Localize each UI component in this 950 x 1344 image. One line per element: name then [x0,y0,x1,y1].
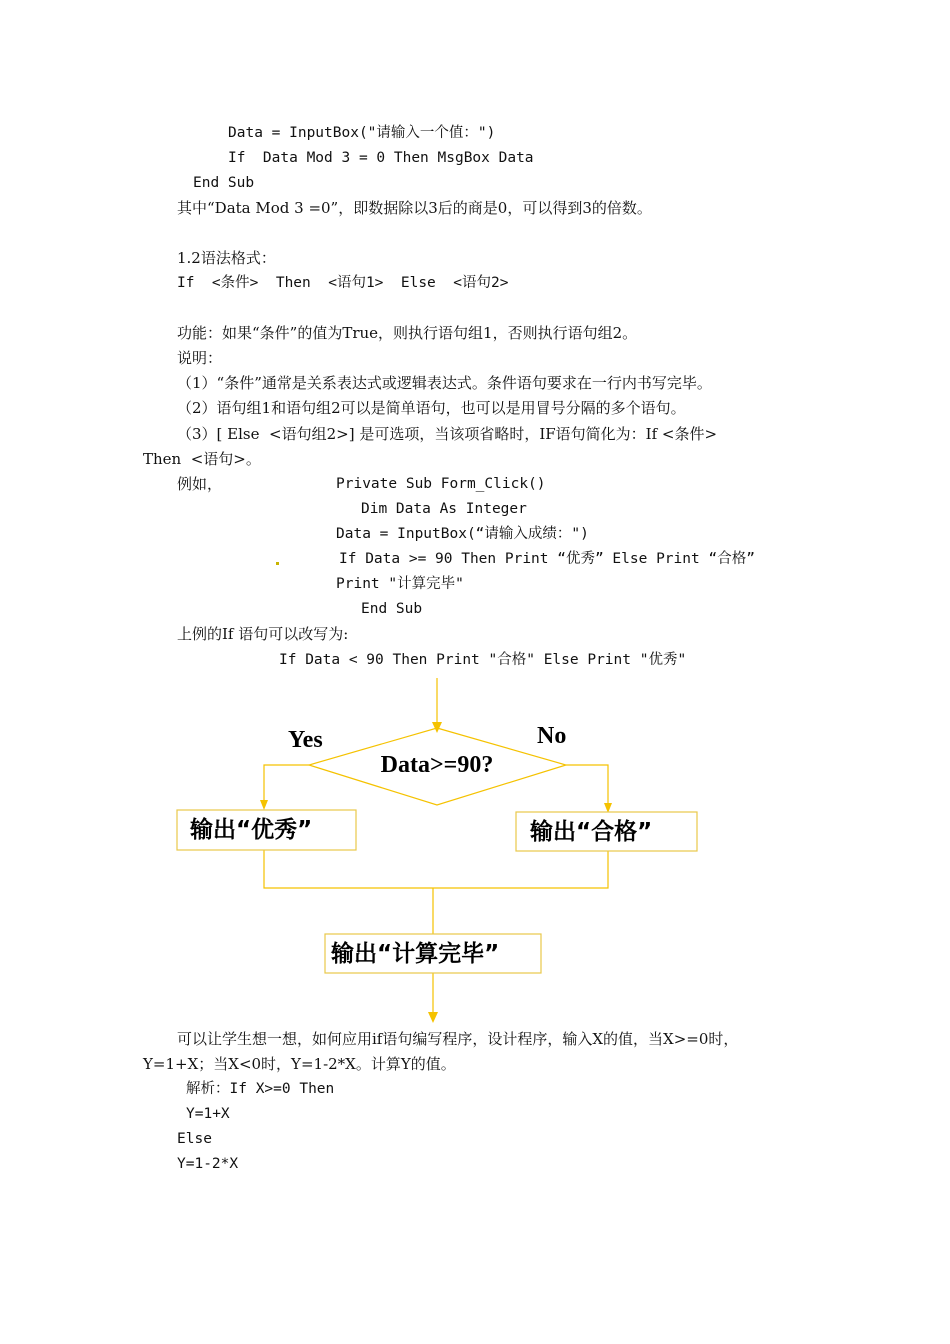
code-line: End Sub [193,175,255,191]
explain-item: （1）“条件”通常是关系表达式或逻辑表达式。条件语句要求在一行内书写完毕。 [177,374,712,392]
rewrite-code: If Data < 90 Then Print "合格" Else Print "优秀" [279,652,687,668]
code-line: Data = InputBox(“请输入成绩：") [336,526,589,542]
condition-text: Data>=90? [380,752,494,778]
rewrite-intro: 上例的If 语句可以改写为: [177,625,349,643]
explain-item: Then <语句>。 [143,450,261,468]
arrowhead [428,1012,438,1023]
function-desc: 功能：如果“条件”的值为True，则执行语句组1，否则执行语句组2。 [177,324,638,342]
flow-branch-no [566,765,608,806]
explain-title: 说明： [177,349,223,367]
code-line: If Data Mod 3 = 0 Then MsgBox Data [228,150,534,166]
syntax-line: If <条件> Then <语句1> Else <语句2> [177,275,509,291]
explain-item: （2）语句组1和语句组2可以是简单语句，也可以是用冒号分隔的多个语句。 [177,399,686,417]
flow-merge [264,850,608,888]
explain-item: （3）[ Else <语句组2>] 是可选项，当该项省略时，IF语句简化为：If <条件> [177,425,718,443]
flow-branch-yes [264,765,309,803]
example-label: 例如， [177,475,223,493]
exercise-line: Y=1+X；当X<0时，Y=1-2*X。计算Y的值。 [143,1055,456,1073]
solution-line: Else [177,1131,212,1147]
code-line: Dim Data As Integer [361,501,527,517]
code-line: If Data >= 90 Then Print “优秀” Else Print “合格” [339,551,755,567]
note-mod: 其中“Data Mod 3 =0”，即数据除以3后的商是0，可以得到3的倍数。 [177,199,652,217]
output-yes-text: 输出“优秀” [190,817,313,843]
yes-label: Yes [288,727,323,753]
code-line: Print "计算完毕" [336,576,464,592]
code-line: Data = InputBox("请输入一个值：") [228,125,496,141]
output-final-text: 输出“计算完毕” [331,941,500,967]
code-line: End Sub [361,601,423,617]
solution-line: Y=1+X [186,1106,230,1122]
section-title: 1.2语法格式： [177,249,276,267]
solution-line: Y=1-2*X [177,1156,239,1172]
output-no-text: 输出“合格” [530,819,653,845]
code-line: Private Sub Form_Click() [336,476,546,492]
arrowhead [260,800,268,810]
solution-line: 解析：If X>=0 Then [186,1081,335,1097]
exercise-line: 可以让学生想一想，如何应用if语句编写程序，设计程序，输入X的值，当X>=0时， [177,1030,739,1048]
no-label: No [537,723,567,749]
